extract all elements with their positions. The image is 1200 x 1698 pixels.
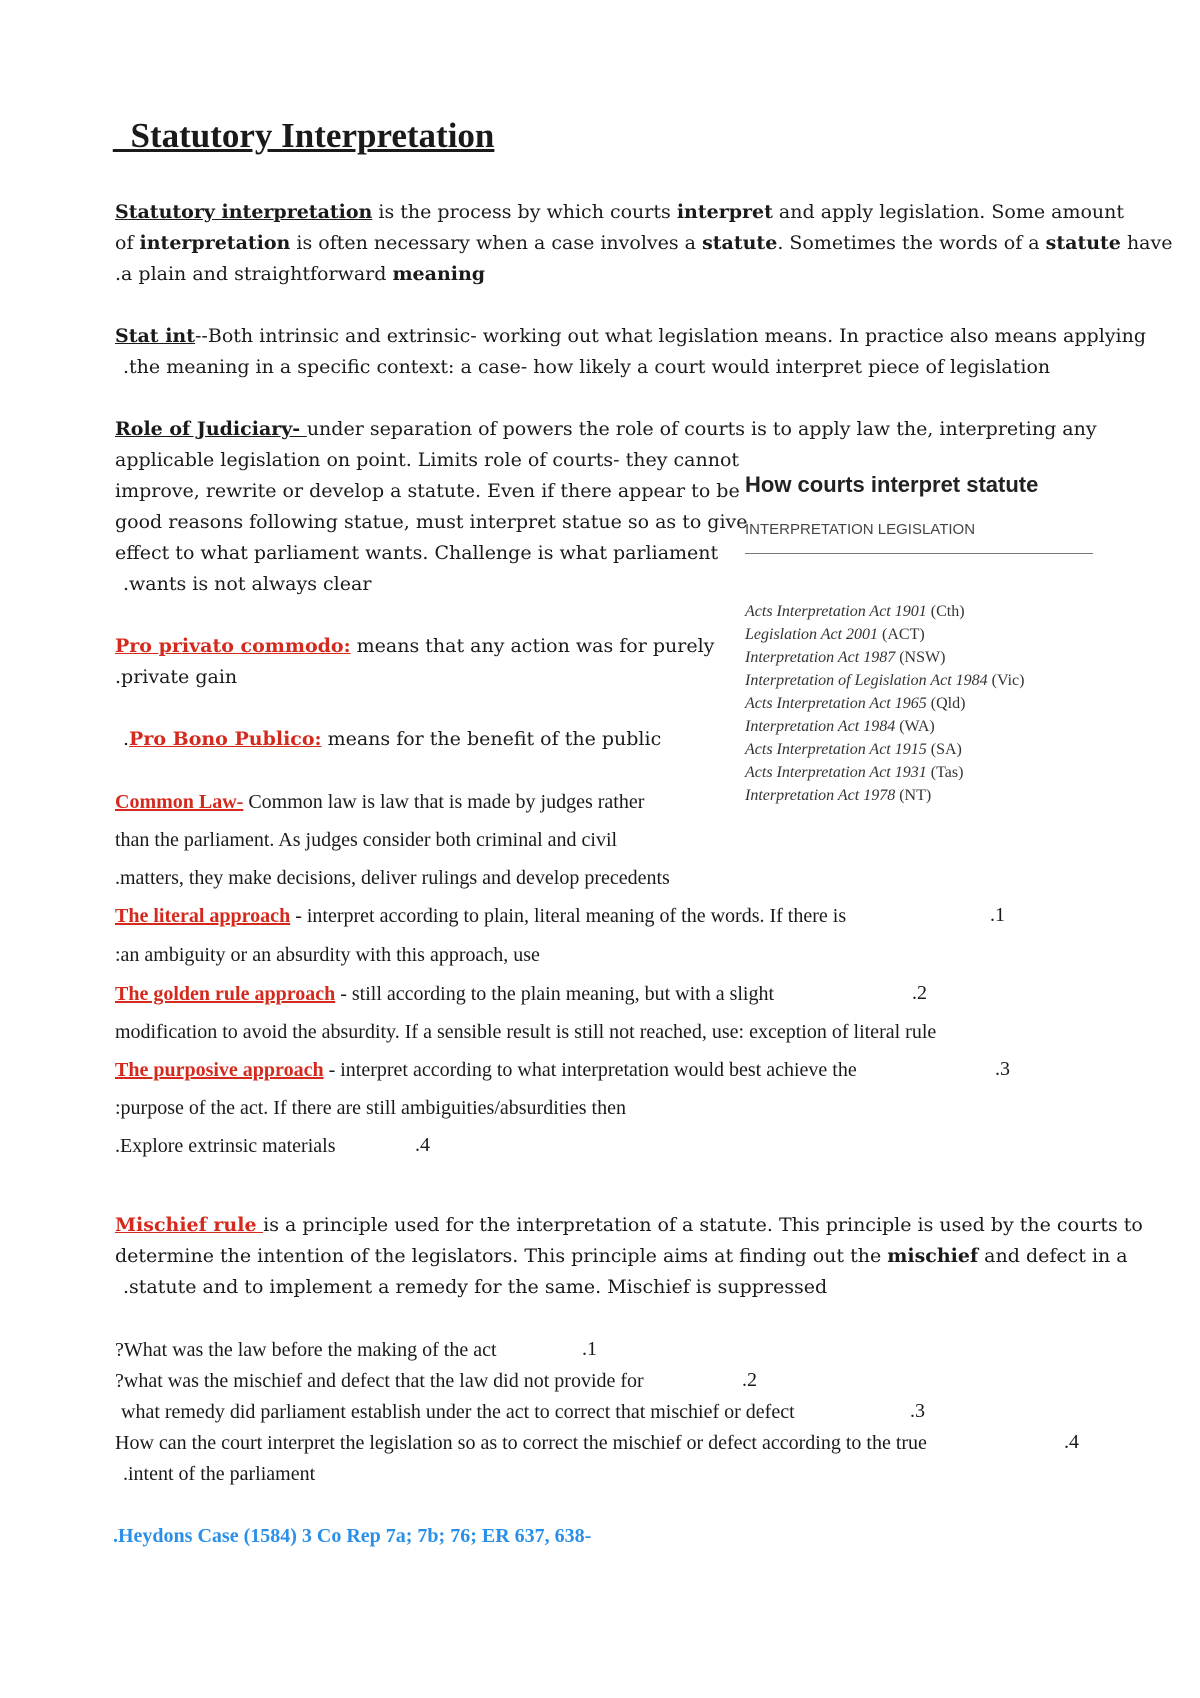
question-3-number: .3 [910,1400,925,1422]
approach-4-line: .Explore extrinsic materials [115,1135,336,1157]
para-common-law-line-3: .matters, they make decisions, deliver rulings and develop precedents [115,867,670,889]
term-role-of-judiciary: Role of Judiciary- [115,418,307,440]
approach-1-number: .1 [990,904,1005,926]
para-role-judiciary-line-1: Role of Judiciary- under separation of powers the role of courts is to apply law the, interpreting any [115,418,1097,440]
act-item: Acts Interpretation Act 1915 (SA) [745,741,962,758]
para-statutory-interpretation-line-3: .a plain and straightforward meaning [115,263,486,285]
term-stat-int: Stat int [115,325,196,347]
figure-subtitle: INTERPRETATION LEGISLATION [745,521,976,538]
term-statutory-interpretation: Statutory interpretation [115,201,373,223]
act-item: Acts Interpretation Act 1901 (Cth) [745,603,965,620]
approach-2-continuation: modification to avoid the absurdity. If a sensible result is still not reached, use: exception of literal rule [115,1021,937,1043]
act-item: Interpretation of Legislation Act 1984 (Vic) [745,672,1025,689]
question-2-number: .2 [742,1369,757,1391]
question-4-text: How can the court interpret the legislation so as to correct the mischief or defect according to the true [115,1432,927,1454]
question-4-continuation: .intent of the parliament [123,1463,316,1485]
act-item: Legislation Act 2001 (ACT) [745,626,925,643]
approach-4-number: .4 [415,1134,430,1156]
para-common-law-line-1: Common Law- Common law is law that is made by judges rather [115,791,645,813]
question-1-number: .1 [582,1338,597,1360]
approach-3-number: .3 [995,1058,1010,1080]
act-item: Interpretation Act 1984 (WA) [745,718,935,735]
para-mischief-line-2: determine the intention of the legislators. This principle aims at finding out the mischief and defect in a [115,1245,1128,1267]
figure-acts-list [745,603,1024,810]
para-statutory-interpretation-line-2: of interpretation is often necessary when a case involves a statute. Sometimes the words of a statute have [115,232,1173,254]
term-pro-bono-publico: Pro Bono Publico: [129,728,322,750]
question-2-text: ?what was the mischief and defect that the law did not provide for [115,1370,644,1392]
para-role-judiciary-line-4: good reasons following statue, must interpret statue so as to give [115,511,748,533]
term-mischief-rule: Mischief rule [115,1214,264,1236]
term-literal-approach: The literal approach [115,905,291,927]
question-3-text: what remedy did parliament establish under the act to correct that mischief or defect [121,1401,795,1423]
term-golden-rule-approach: The golden rule approach [115,983,336,1005]
approach-1-line: The literal approach - interpret according to plain, literal meaning of the words. If there is [115,905,847,927]
para-common-law-line-2: than the parliament. As judges consider both criminal and civil [115,829,618,851]
question-4-number: .4 [1064,1431,1079,1453]
approach-2-line: The golden rule approach - still according to the plain meaning, but with a slight [115,983,775,1005]
para-pro-privato-line-2: .private gain [115,666,238,688]
term-common-law: Common Law- [115,791,244,813]
para-role-judiciary-line-3: improve, rewrite or develop a statute. Even if there appear to be [115,480,740,502]
para-mischief-line-3: .statute and to implement a remedy for the same. Mischief is suppressed [123,1276,828,1298]
para-pro-privato-line-1: Pro privato commodo: means that any action was for purely [115,635,715,657]
para-pro-bono-publico: .Pro Bono Publico: means for the benefit of the public [123,728,662,750]
page-title: _Statutory Interpretation [113,116,495,155]
case-reference: .Heydons Case (1584) 3 Co Rep 7a; 7b; 76; ER 637, 638- [113,1525,592,1547]
act-item: Acts Interpretation Act 1965 (Qld) [745,695,966,712]
para-role-judiciary-line-6: .wants is not always clear [123,573,372,595]
figure-divider [745,553,1093,554]
para-mischief-line-1: Mischief rule is a principle used for the interpretation of a statute. This principle is used by the courts to [115,1214,1143,1236]
approach-2-number: .2 [912,982,927,1004]
para-role-judiciary-line-5: effect to what parliament wants. Challenge is what parliament [115,542,719,564]
term-purposive-approach: The purposive approach [115,1059,324,1081]
figure-title: How courts interpret statute [745,472,1039,497]
para-stat-int-line-1: Stat int--Both intrinsic and extrinsic- working out what legislation means. In practice also means applying [115,325,1146,347]
para-stat-int-line-2: .the meaning in a specific context: a case- how likely a court would interpret piece of legislation [123,356,1051,378]
approach-3-line: The purposive approach - interpret according to what interpretation would best achieve the [115,1059,857,1081]
approach-1-continuation: :an ambiguity or an absurdity with this approach, use [115,944,540,966]
question-1-text: ?What was the law before the making of the act [115,1339,497,1361]
act-item: Interpretation Act 1978 (NT) [745,787,932,804]
approach-3-continuation: :purpose of the act. If there are still ambiguities/absurdities then [115,1097,626,1119]
para-statutory-interpretation-line-1: Statutory interpretation is the process by which courts interpret and apply legislation. Some amount [115,201,1125,223]
term-pro-privato-commodo: Pro privato commodo: [115,635,351,657]
act-item: Acts Interpretation Act 1931 (Tas) [745,764,964,781]
act-item: Interpretation Act 1987 (NSW) [745,649,946,666]
para-role-judiciary-line-2: applicable legislation on point. Limits role of courts- they cannot [115,449,740,471]
